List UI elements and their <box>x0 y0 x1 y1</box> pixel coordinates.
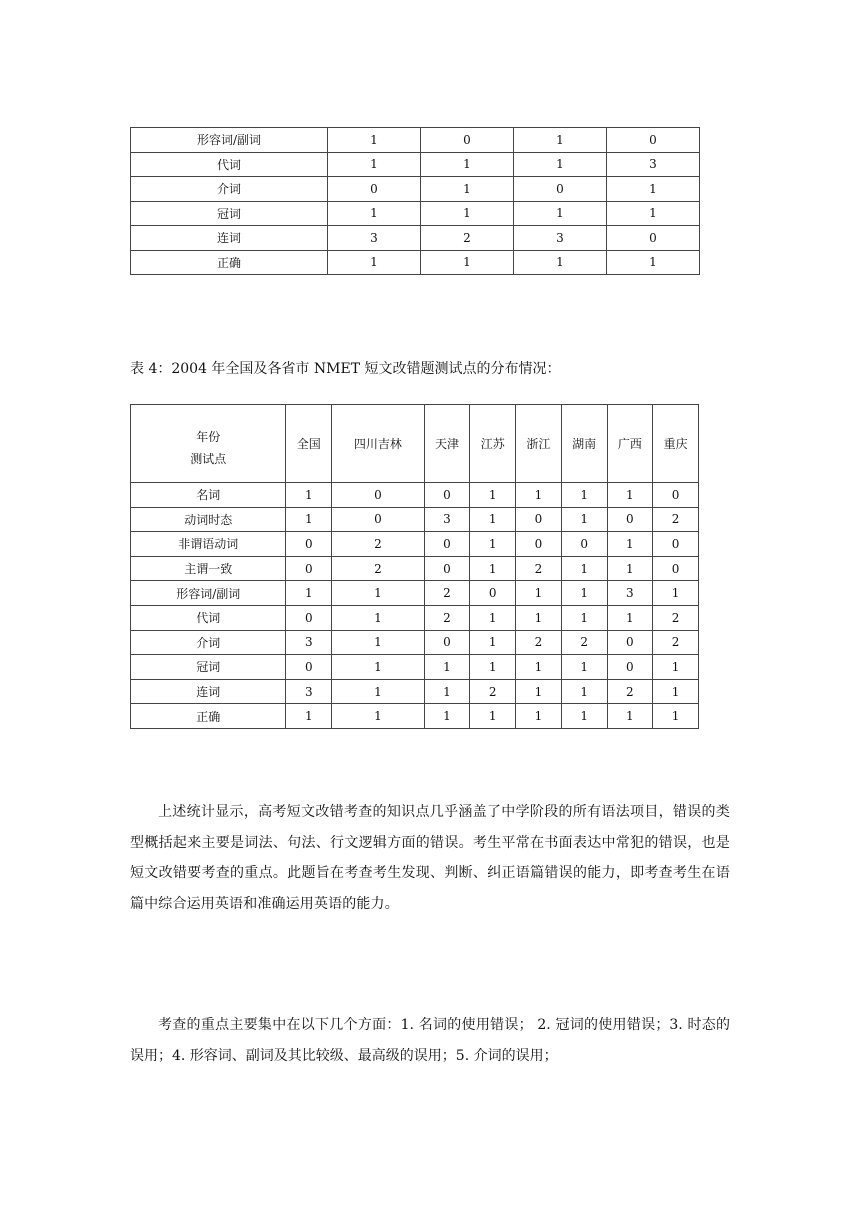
value-cell: 0 <box>286 532 332 557</box>
value-cell: 1 <box>286 507 332 532</box>
value-cell: 1 <box>607 556 653 581</box>
value-cell: 1 <box>561 704 607 729</box>
value-cell: 0 <box>653 556 699 581</box>
table-row <box>131 507 699 532</box>
table-4 <box>130 404 699 729</box>
row-label-cell: 形容词/副词 <box>131 128 328 153</box>
value-cell: 1 <box>607 532 653 557</box>
value-cell: 1 <box>286 704 332 729</box>
value-cell: 1 <box>286 581 332 606</box>
value-cell: 3 <box>286 679 332 704</box>
value-cell: 1 <box>328 152 421 177</box>
value-cell: 1 <box>653 704 699 729</box>
value-cell: 3 <box>328 226 421 251</box>
value-cell: 1 <box>332 655 424 680</box>
value-cell: 0 <box>607 226 700 251</box>
value-cell: 1 <box>470 655 516 680</box>
value-cell: 0 <box>286 655 332 680</box>
table-row <box>131 655 699 680</box>
value-cell: 1 <box>421 201 514 226</box>
row-label-cell: 介词 <box>131 630 286 655</box>
value-cell: 2 <box>653 507 699 532</box>
value-cell: 3 <box>607 152 700 177</box>
value-cell: 2 <box>653 605 699 630</box>
value-cell: 0 <box>514 177 607 202</box>
value-cell: 1 <box>514 201 607 226</box>
value-cell: 1 <box>607 201 700 226</box>
table-row <box>131 630 699 655</box>
value-cell: 1 <box>470 507 516 532</box>
row-label-cell: 动词时态 <box>131 507 286 532</box>
value-cell: 2 <box>332 532 424 557</box>
value-cell: 0 <box>607 655 653 680</box>
value-cell: 0 <box>424 556 470 581</box>
value-cell: 1 <box>653 655 699 680</box>
column-header-cell: 全国 <box>286 405 332 483</box>
value-cell: 0 <box>561 532 607 557</box>
value-cell: 1 <box>607 704 653 729</box>
column-header-cell: 广西 <box>607 405 653 483</box>
value-cell: 1 <box>424 704 470 729</box>
value-cell: 1 <box>328 250 421 275</box>
corner-test-point-label: 测试点 <box>190 451 227 466</box>
value-cell: 1 <box>332 581 424 606</box>
table-row <box>131 581 699 606</box>
value-cell: 1 <box>516 483 562 508</box>
value-cell: 1 <box>332 605 424 630</box>
value-cell: 0 <box>607 630 653 655</box>
value-cell: 1 <box>516 581 562 606</box>
value-cell: 1 <box>653 581 699 606</box>
column-header-cell: 四川吉林 <box>332 405 424 483</box>
value-cell: 3 <box>607 581 653 606</box>
value-cell: 0 <box>424 483 470 508</box>
value-cell: 0 <box>328 177 421 202</box>
value-cell: 1 <box>514 152 607 177</box>
value-cell: 2 <box>607 679 653 704</box>
value-cell: 1 <box>470 704 516 729</box>
value-cell: 1 <box>561 605 607 630</box>
table-row <box>131 605 699 630</box>
summary-paragraph: 上述统计显示，高考短文改错考查的知识点几乎涵盖了中学阶段的所有语法项目，错误的类型概括起来主要是词法、句法、行文逻辑方面的错误。考生平常在书面表达中常犯的错误，也是短文改错要考查的重点。此题旨在考查考生发现、判断、纠正语篇错误的能力，即考查考生在语篇中综合运用英语和准确运用英语的能力。 <box>130 804 730 912</box>
value-cell: 1 <box>561 581 607 606</box>
column-header-cell: 重庆 <box>653 405 699 483</box>
value-cell: 0 <box>421 128 514 153</box>
column-header-cell: 浙江 <box>516 405 562 483</box>
value-cell: 0 <box>516 507 562 532</box>
value-cell: 0 <box>607 507 653 532</box>
value-cell: 0 <box>332 507 424 532</box>
row-label-cell: 代词 <box>131 152 328 177</box>
row-label-cell: 形容词/副词 <box>131 581 286 606</box>
value-cell: 1 <box>561 679 607 704</box>
value-cell: 2 <box>424 581 470 606</box>
value-cell: 1 <box>516 655 562 680</box>
row-label-cell: 连词 <box>131 226 328 251</box>
value-cell: 0 <box>286 556 332 581</box>
row-label-cell: 非谓语动词 <box>131 532 286 557</box>
value-cell: 2 <box>561 630 607 655</box>
value-cell: 1 <box>514 128 607 153</box>
table-4-caption: 表 4：2004 年全国及各省市 NMET 短文改错题测试点的分布情况： <box>130 361 561 377</box>
table-row <box>131 152 700 177</box>
value-cell: 1 <box>332 679 424 704</box>
value-cell: 0 <box>653 532 699 557</box>
focus-points-paragraph: 考查的重点主要集中在以下几个方面：1. 名词的使用错误； 2. 冠词的使用错误；3. 时态的误用；4. 形容词、副词及其比较级、最高级的误用；5. 介词的误用； <box>130 1017 730 1064</box>
value-cell: 1 <box>561 507 607 532</box>
row-label-cell: 冠词 <box>131 655 286 680</box>
value-cell: 1 <box>424 655 470 680</box>
value-cell: 1 <box>470 532 516 557</box>
value-cell: 0 <box>607 128 700 153</box>
value-cell: 1 <box>607 250 700 275</box>
row-label-cell: 代词 <box>131 605 286 630</box>
value-cell: 1 <box>421 250 514 275</box>
corner-year-label: 年份 <box>196 429 221 444</box>
value-cell: 0 <box>653 483 699 508</box>
value-cell: 2 <box>653 630 699 655</box>
value-cell: 1 <box>332 630 424 655</box>
value-cell: 0 <box>286 605 332 630</box>
table-4-corner-cell <box>131 405 286 483</box>
value-cell: 1 <box>607 177 700 202</box>
value-cell: 1 <box>332 704 424 729</box>
value-cell: 0 <box>332 483 424 508</box>
value-cell: 1 <box>561 483 607 508</box>
table-3-continued <box>130 127 700 275</box>
value-cell: 1 <box>516 605 562 630</box>
value-cell: 3 <box>286 630 332 655</box>
value-cell: 1 <box>421 177 514 202</box>
value-cell: 0 <box>424 630 470 655</box>
value-cell: 2 <box>421 226 514 251</box>
value-cell: 1 <box>328 128 421 153</box>
table-row <box>131 483 699 508</box>
value-cell: 1 <box>561 556 607 581</box>
column-header-cell: 江苏 <box>470 405 516 483</box>
table-row <box>131 250 700 275</box>
value-cell: 1 <box>516 679 562 704</box>
value-cell: 1 <box>286 483 332 508</box>
value-cell: 1 <box>607 605 653 630</box>
row-label-cell: 介词 <box>131 177 328 202</box>
table-row <box>131 226 700 251</box>
row-label-cell: 连词 <box>131 679 286 704</box>
row-label-cell: 主谓一致 <box>131 556 286 581</box>
value-cell: 1 <box>421 152 514 177</box>
value-cell: 2 <box>470 679 516 704</box>
value-cell: 3 <box>514 226 607 251</box>
table-row <box>131 201 700 226</box>
value-cell: 1 <box>470 556 516 581</box>
value-cell: 2 <box>424 605 470 630</box>
value-cell: 1 <box>424 679 470 704</box>
table-4-header-row <box>131 405 699 483</box>
table-row <box>131 532 699 557</box>
value-cell: 1 <box>516 704 562 729</box>
column-header-cell: 湖南 <box>561 405 607 483</box>
value-cell: 1 <box>561 655 607 680</box>
value-cell: 1 <box>470 605 516 630</box>
value-cell: 1 <box>514 250 607 275</box>
value-cell: 1 <box>328 201 421 226</box>
value-cell: 2 <box>332 556 424 581</box>
value-cell: 1 <box>470 483 516 508</box>
value-cell: 1 <box>653 679 699 704</box>
table-row <box>131 128 700 153</box>
value-cell: 1 <box>607 483 653 508</box>
row-label-cell: 冠词 <box>131 201 328 226</box>
table-row <box>131 177 700 202</box>
value-cell: 3 <box>424 507 470 532</box>
column-header-cell: 天津 <box>424 405 470 483</box>
row-label-cell: 名词 <box>131 483 286 508</box>
table-row <box>131 556 699 581</box>
table-row <box>131 679 699 704</box>
value-cell: 2 <box>516 630 562 655</box>
row-label-cell: 正确 <box>131 250 328 275</box>
row-label-cell: 正确 <box>131 704 286 729</box>
value-cell: 2 <box>516 556 562 581</box>
value-cell: 0 <box>516 532 562 557</box>
value-cell: 0 <box>424 532 470 557</box>
value-cell: 0 <box>470 581 516 606</box>
table-row <box>131 704 699 729</box>
value-cell: 1 <box>470 630 516 655</box>
